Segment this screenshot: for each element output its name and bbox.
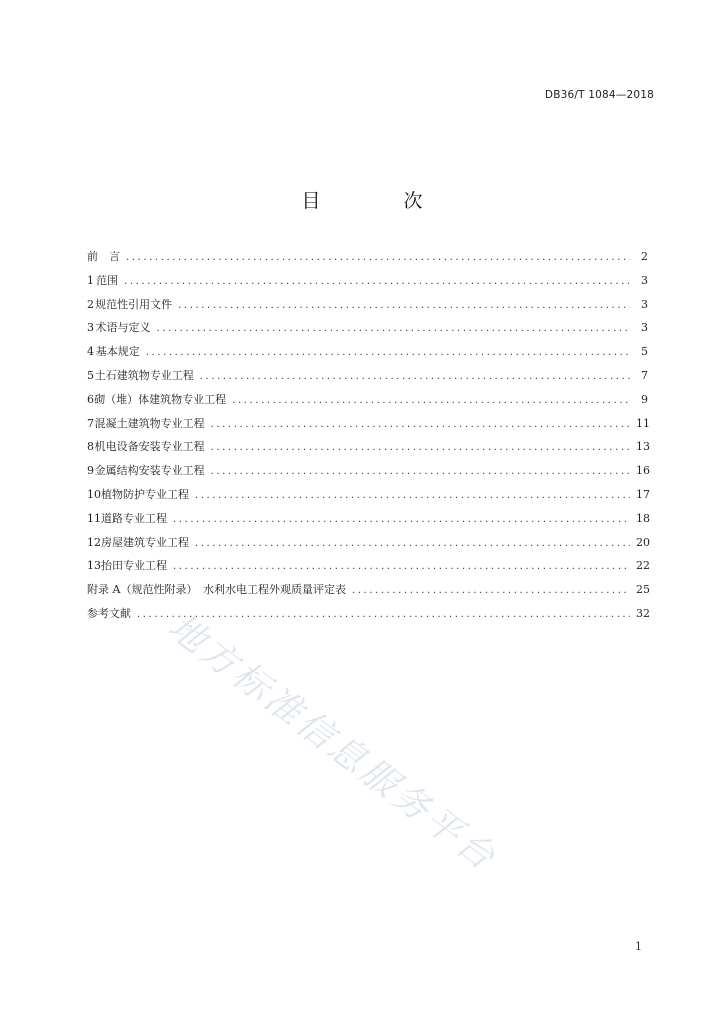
toc-entry-page: 20 xyxy=(636,535,650,549)
toc-entry-page: 3 xyxy=(641,273,648,287)
toc-entry-page: 22 xyxy=(636,559,650,573)
toc-entry-page: 11 xyxy=(636,416,650,430)
toc-entry[interactable] xyxy=(87,605,648,629)
toc-entry-title: 土石建筑物专业工程 xyxy=(94,368,194,382)
toc-entry[interactable] xyxy=(87,272,648,296)
toc-entry-number: 12 xyxy=(87,535,101,549)
toc-entry-title: 规范性引用文件 xyxy=(95,297,173,311)
toc-entry-page: 16 xyxy=(636,464,650,478)
toc-entry-number: 5 xyxy=(87,368,94,382)
toc-entry-page: 5 xyxy=(641,345,648,359)
toc-dot-leader xyxy=(211,442,630,453)
toc-dot-leader xyxy=(137,609,630,620)
toc-entry-number: 10 xyxy=(87,487,101,501)
toc-entry-number: 6 xyxy=(87,392,94,406)
toc-entry-number: 4 xyxy=(87,345,94,359)
toc-entry-number: 9 xyxy=(87,464,94,478)
toc-dot-leader xyxy=(211,466,630,477)
toc-entry-page: 32 xyxy=(636,606,650,620)
toc-entry[interactable] xyxy=(87,319,648,343)
toc-entry-title: 基本规定 xyxy=(95,345,140,359)
toc-entry-title: 砌（堆）体建筑物专业工程 xyxy=(94,392,227,406)
page-title: 目 次 xyxy=(301,190,455,212)
toc-entry[interactable] xyxy=(87,296,648,320)
toc-entry-number: 11 xyxy=(87,511,101,525)
toc-entry-title: 房屋建筑专业工程 xyxy=(101,535,189,549)
toc-dot-leader xyxy=(195,538,630,549)
toc-dot-leader xyxy=(146,347,630,358)
toc-entry[interactable] xyxy=(87,581,648,605)
toc-entry-page: 9 xyxy=(641,392,648,406)
toc-entry-title: 附录 A（规范性附录） 水利水电工程外观质量评定表 xyxy=(87,583,346,597)
toc-entry-page: 13 xyxy=(636,440,650,454)
toc-entry-page: 18 xyxy=(636,511,650,525)
toc-entry-page: 3 xyxy=(641,297,648,311)
page-number: 1 xyxy=(635,940,642,953)
toc-entry[interactable] xyxy=(87,438,648,462)
toc-dot-leader xyxy=(178,300,630,311)
toc-dot-leader xyxy=(232,395,630,406)
toc-entry-title: 抬田专业工程 xyxy=(101,559,167,573)
toc-entry-page: 17 xyxy=(636,487,650,501)
toc-entry[interactable] xyxy=(87,391,648,415)
toc-entry-number: 3 xyxy=(87,321,94,335)
toc-entry-page: 25 xyxy=(636,583,650,597)
toc-entry[interactable] xyxy=(87,343,648,367)
toc-entry-title: 混凝土建筑物专业工程 xyxy=(94,416,205,430)
toc-dot-leader xyxy=(124,276,630,287)
toc-entry-title: 道路专业工程 xyxy=(101,511,167,525)
toc-dot-leader xyxy=(157,323,630,334)
toc-entry-number: 7 xyxy=(87,416,94,430)
toc-entry[interactable] xyxy=(87,510,648,534)
toc-dot-leader xyxy=(126,252,630,263)
toc-entry-number: 13 xyxy=(87,559,101,573)
watermark-text: 地方标准信息服务平台 xyxy=(160,606,505,880)
toc-entry-page: 7 xyxy=(641,368,648,382)
toc-entry-title: 术语与定义 xyxy=(95,321,151,335)
toc-entry-title: 参考文献 xyxy=(87,606,131,620)
toc-entry[interactable] xyxy=(87,415,648,439)
toc-entry[interactable] xyxy=(87,557,648,581)
toc-entry[interactable] xyxy=(87,248,648,272)
toc-entry-page: 2 xyxy=(641,250,648,263)
toc-entry[interactable] xyxy=(87,486,648,510)
toc-entry[interactable] xyxy=(87,367,648,391)
toc-entry-number: 8 xyxy=(87,440,94,454)
toc-dot-leader xyxy=(200,371,630,382)
toc-entry-number: 2 xyxy=(87,297,94,311)
toc-entry[interactable] xyxy=(87,534,648,558)
toc-dot-leader xyxy=(173,561,630,572)
toc-entry[interactable] xyxy=(87,462,648,486)
table-of-contents xyxy=(87,248,648,629)
toc-dot-leader xyxy=(195,490,630,501)
toc-entry-title: 范围 xyxy=(96,273,119,287)
toc-dot-leader xyxy=(173,514,630,525)
toc-dot-leader xyxy=(211,419,630,430)
toc-entry-title: 机电设备安装专业工程 xyxy=(94,440,205,454)
toc-entry-title: 金属结构安装专业工程 xyxy=(94,464,205,478)
toc-entry-title: 前 言 xyxy=(87,250,120,263)
toc-entry-page: 3 xyxy=(641,321,648,335)
standard-code: DB36/T 1084—2018 xyxy=(544,89,654,101)
toc-entry-title: 植物防护专业工程 xyxy=(101,487,189,501)
toc-dot-leader xyxy=(352,585,630,596)
toc-entry-number: 1 xyxy=(87,273,94,287)
